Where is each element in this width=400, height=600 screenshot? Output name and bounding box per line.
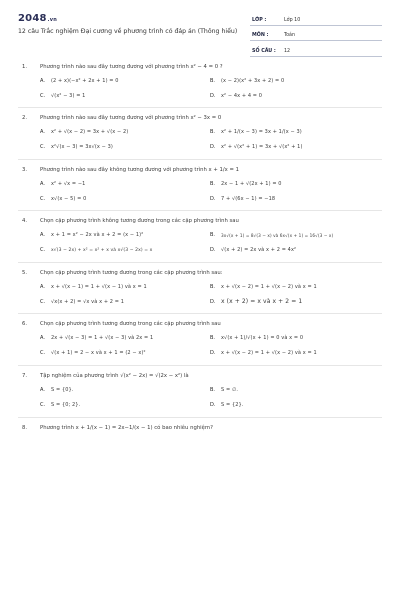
option-d[interactable] [210, 350, 380, 356]
question-number: 7. [22, 373, 28, 380]
option-key: B. [210, 77, 216, 84]
option-row [0, 176, 400, 191]
option-c[interactable] [40, 299, 210, 305]
option-row [0, 125, 400, 140]
option-b[interactable] [210, 129, 380, 135]
option-key: C. [40, 298, 46, 305]
site-logo[interactable] [18, 13, 57, 24]
divider [18, 417, 382, 418]
info-row-subject [250, 26, 382, 42]
info-table [250, 10, 382, 57]
option-text: √(x + 1) = 2 − x và x + 1 = (2 − x)² [51, 350, 146, 357]
question-header [22, 266, 382, 279]
info-value: 12 [284, 48, 291, 54]
option-b[interactable] [210, 387, 380, 393]
option-text: x√(x − 5) = 0 [51, 195, 87, 202]
option-b[interactable] [210, 335, 380, 341]
question-header [22, 60, 382, 73]
option-key: D. [210, 350, 216, 357]
option-key: D. [210, 195, 216, 202]
option-c[interactable] [40, 402, 210, 408]
option-key: D. [210, 247, 216, 254]
option-key: D. [210, 92, 216, 99]
info-key: LỚP : [252, 17, 267, 23]
option-d[interactable] [210, 402, 380, 408]
question-header [22, 421, 382, 434]
option-key: B. [210, 283, 216, 290]
option-text: 2x + √(x − 3) = 1 + √(x − 3) và 2x = 1 [51, 335, 154, 342]
option-text: √(x + 2) = 2x và x + 2 = 4x² [221, 247, 297, 254]
option-key: C. [40, 350, 46, 357]
option-row [0, 279, 400, 294]
question-number: 3. [22, 166, 28, 173]
option-row [0, 88, 400, 103]
option-text: x + √(x − 2) = 1 + √(x − 2) và x = 1 [221, 283, 317, 290]
option-key: D. [210, 298, 216, 305]
option-text: 7 + √(6x − 1) = −18 [221, 195, 276, 202]
question-header [22, 318, 382, 331]
option-a[interactable] [40, 284, 210, 290]
option-row [0, 398, 400, 413]
question-text: Chọn cặp phương trình tương đương trong các cặp phương trình sau [40, 321, 221, 328]
info-row-count [250, 41, 382, 57]
option-text: x (x + 2) = x và x + 2 = 1 [221, 298, 303, 306]
option-a[interactable] [40, 232, 210, 238]
question-text: Tập nghiệm của phương trình √(x² − 2x) = √(2x − x²) là [40, 373, 189, 380]
option-b[interactable] [210, 78, 380, 84]
option-text: S = {0; 2}. [51, 402, 81, 409]
option-row [0, 346, 400, 361]
option-a[interactable] [40, 129, 210, 135]
question-number: 8. [22, 424, 28, 431]
question-number: 2. [22, 115, 28, 122]
option-text: x² + √(x² + 1) = 3x + √(x² + 1) [221, 144, 303, 151]
logo-suffix: .vn [47, 17, 57, 23]
info-value: Lớp 10 [284, 17, 301, 23]
option-key: B. [210, 232, 216, 239]
option-text: x√(x + 1)/√(x + 1) = 0 và x = 0 [221, 335, 304, 342]
option-d[interactable] [210, 298, 380, 305]
option-a[interactable] [40, 181, 210, 187]
option-row [0, 191, 400, 206]
question-text: Phương trình nào sau đây tương đương với phương trình x² − 4 = 0 ? [40, 63, 223, 70]
question-number: 5. [22, 269, 28, 276]
question [22, 163, 382, 176]
option-key: A. [40, 77, 45, 84]
option-a[interactable] [40, 387, 210, 393]
question-header [22, 215, 382, 228]
option-key: C. [40, 92, 46, 99]
divider [18, 313, 382, 314]
logo-text: 2048 [18, 13, 47, 24]
question-text: Phương trình x + 1/(x − 1) = 2x−1/(x − 1) có bao nhiêu nghiệm? [40, 424, 213, 431]
option-row [0, 243, 400, 258]
option-text: S = {2}. [221, 402, 244, 409]
option-text: x² + √(x − 2) = 3x + √(x − 2) [51, 129, 129, 136]
question-number: 1. [22, 63, 28, 70]
question-number: 6. [22, 321, 28, 328]
option-key: D. [210, 402, 216, 409]
option-text: (2 + x)(−x² + 2x + 1) = 0 [51, 77, 119, 84]
option-key: B. [210, 129, 216, 136]
question-number: 4. [22, 218, 28, 225]
option-text: (x − 2)(x² + 3x + 2) = 0 [221, 77, 285, 84]
option-text: S = {0}. [51, 387, 74, 394]
question [22, 421, 382, 434]
option-row [0, 331, 400, 346]
question-header [22, 163, 382, 176]
page-header [0, 0, 400, 60]
question [22, 112, 382, 125]
option-row [0, 140, 400, 155]
option-a[interactable] [40, 335, 210, 341]
option-text: x² + √x = −1 [51, 180, 86, 187]
info-key: SỐ CÂU : [252, 48, 276, 54]
option-text: x² − 4x + 4 = 0 [221, 92, 263, 99]
divider [18, 159, 382, 160]
question [22, 215, 382, 228]
divider [18, 210, 382, 211]
option-key: B. [210, 180, 216, 187]
option-key: C. [40, 195, 46, 202]
question-text: Phương trình nào sau đây không tương đương với phương trình x + 1/x = 1 [40, 166, 239, 173]
option-d[interactable] [210, 196, 380, 202]
option-c[interactable] [40, 196, 210, 202]
option-key: C. [40, 247, 46, 254]
option-b[interactable] [210, 181, 380, 187]
option-key: A. [40, 232, 45, 239]
option-key: A. [40, 283, 45, 290]
option-key: C. [40, 402, 46, 409]
option-text: √(x² − 3) = 1 [51, 92, 86, 99]
option-key: A. [40, 180, 45, 187]
option-c[interactable] [40, 144, 210, 150]
option-key: B. [210, 335, 216, 342]
option-b[interactable] [210, 284, 380, 290]
option-key: B. [210, 387, 216, 394]
option-text: 2x − 1 + √(2x + 1) = 0 [221, 180, 282, 187]
option-c[interactable] [40, 350, 210, 356]
option-row [0, 73, 400, 88]
question-header [22, 370, 382, 383]
option-text: x²√(x − 3) = 3x√(x − 3) [51, 144, 113, 151]
option-text: x² + 1/(x − 3) = 3x + 1/(x − 3) [221, 129, 302, 136]
info-value: Toán [284, 33, 296, 38]
option-row [0, 294, 400, 309]
option-key: A. [40, 335, 45, 342]
option-text: x + 1 = x² − 2x và x + 2 = (x − 1)² [51, 232, 144, 239]
option-text: x + √(x − 2) = 1 + √(x − 2) và x = 1 [221, 350, 317, 357]
info-key: MÔN : [252, 33, 269, 38]
option-d[interactable] [210, 247, 380, 253]
option-text: 3x√(x + 1) = 8√(3 − x) và 6x√(x + 1) = 16√(3 − x) [221, 232, 334, 238]
info-row-class [250, 10, 382, 26]
question-header [22, 112, 382, 125]
option-a[interactable] [40, 78, 210, 84]
option-d[interactable] [210, 93, 380, 99]
option-key: D. [210, 144, 216, 151]
option-text: √x(x + 2) = √x và x + 2 = 1 [51, 298, 125, 305]
question-text: Phương trình nào sau đây tương đương với phương trình x² − 3x = 0 [40, 115, 222, 122]
divider [18, 365, 382, 366]
option-key: A. [40, 387, 45, 394]
document-title: 12 câu Trắc nghiệm Đại cương về phương trình có đáp án (Thông hiểu) [18, 28, 238, 35]
option-key: C. [40, 144, 46, 151]
question [22, 60, 382, 73]
question-text: Chọn cặp phương trình tương đương trong các cặp phương trình sau: [40, 269, 223, 276]
option-row [0, 228, 400, 243]
divider [18, 262, 382, 263]
question [22, 266, 382, 279]
option-d[interactable] [210, 144, 380, 150]
option-text: x√(3 − 2x) + x² = x² + x và x√(3 − 2x) = x [51, 247, 153, 253]
option-b[interactable] [210, 232, 380, 238]
question [22, 370, 382, 383]
option-c[interactable] [40, 247, 210, 253]
question [22, 318, 382, 331]
option-row [0, 383, 400, 398]
question-list [0, 60, 400, 434]
option-key: A. [40, 129, 45, 136]
option-c[interactable] [40, 93, 210, 99]
question-text: Chọn cặp phương trình không tương đương trong các cặp phương trình sau [40, 218, 239, 225]
option-text: S = ∅. [221, 387, 239, 394]
divider [18, 107, 382, 108]
option-text: x + √(x − 1) = 1 + √(x − 1) và x = 1 [51, 283, 147, 290]
